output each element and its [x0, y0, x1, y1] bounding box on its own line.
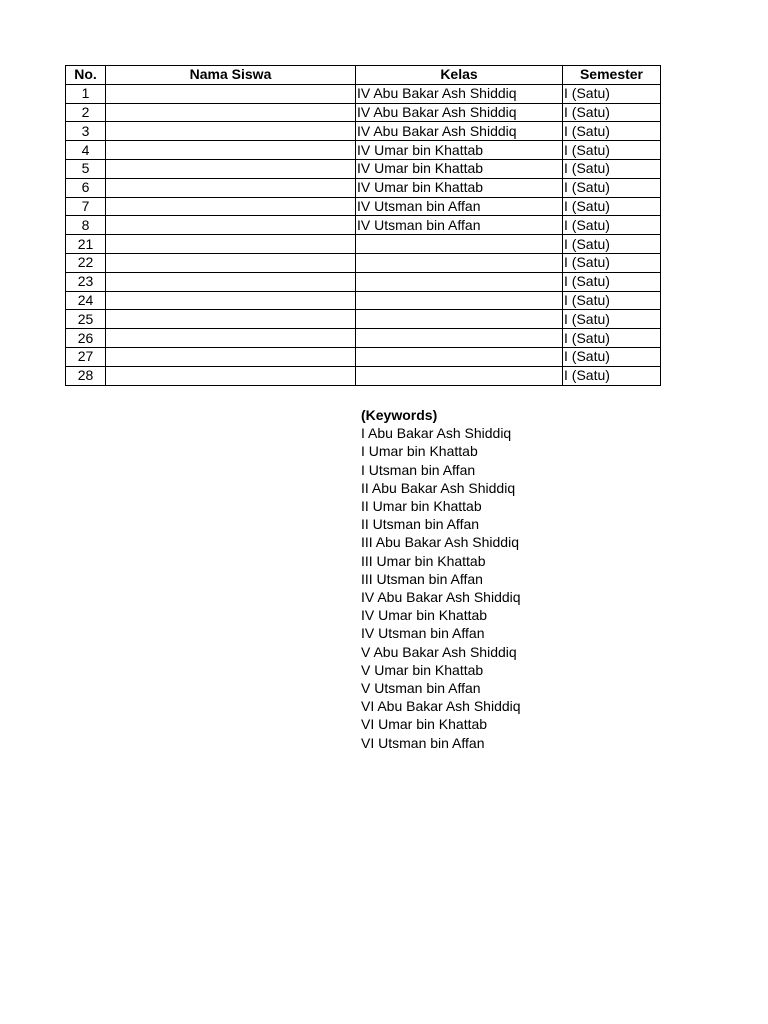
table-row	[66, 84, 661, 103]
keyword-item: IV Abu Bakar Ash Shiddiq	[361, 589, 521, 606]
table-cell-kelas[interactable]	[356, 272, 563, 291]
table-cell-semester[interactable]: I (Satu)	[563, 159, 661, 178]
table-cell-kelas[interactable]: IV Umar bin Khattab	[356, 141, 563, 160]
table-cell-no[interactable]: 4	[66, 141, 106, 160]
student-table	[65, 65, 661, 386]
keyword-item: III Umar bin Khattab	[361, 552, 486, 569]
table-cell-semester[interactable]: I (Satu)	[563, 310, 661, 329]
keyword-item: II Utsman bin Affan	[361, 516, 480, 533]
keyword-item: IV Umar bin Khattab	[361, 607, 488, 624]
table-cell-semester[interactable]: I (Satu)	[563, 84, 661, 103]
table-cell-nama[interactable]	[106, 272, 356, 291]
table-cell-kelas[interactable]	[356, 329, 563, 348]
table-cell-no[interactable]: 5	[66, 159, 106, 178]
table-cell-semester[interactable]: I (Satu)	[563, 235, 661, 254]
table-cell-kelas[interactable]: IV Abu Bakar Ash Shiddiq	[356, 103, 563, 122]
table-cell-nama[interactable]	[106, 103, 356, 122]
table-cell-nama[interactable]	[106, 310, 356, 329]
table-cell-semester[interactable]: I (Satu)	[563, 141, 661, 160]
table-cell-nama[interactable]	[106, 366, 356, 385]
keywords-items	[361, 424, 521, 752]
table-cell-semester[interactable]: I (Satu)	[563, 122, 661, 141]
table-row	[66, 159, 661, 178]
table-cell-nama[interactable]	[106, 291, 356, 310]
table-cell-kelas[interactable]: IV Abu Bakar Ash Shiddiq	[356, 122, 563, 141]
header-semester: Semester	[563, 66, 661, 85]
table-cell-no[interactable]: 1	[66, 84, 106, 103]
table-cell-nama[interactable]	[106, 122, 356, 141]
keywords-list	[361, 406, 521, 752]
table-cell-nama[interactable]	[106, 178, 356, 197]
keyword-item: II Umar bin Khattab	[361, 498, 482, 515]
table-row	[66, 291, 661, 310]
table-cell-semester[interactable]: I (Satu)	[563, 197, 661, 216]
keyword-item: VI Abu Bakar Ash Shiddiq	[361, 698, 521, 715]
table-row	[66, 310, 661, 329]
table-cell-semester[interactable]: I (Satu)	[563, 291, 661, 310]
table-cell-kelas[interactable]: IV Abu Bakar Ash Shiddiq	[356, 84, 563, 103]
table-row	[66, 122, 661, 141]
table-cell-kelas[interactable]	[356, 366, 563, 385]
table-cell-semester[interactable]: I (Satu)	[563, 253, 661, 272]
table-cell-kelas[interactable]	[356, 253, 563, 272]
table-cell-semester[interactable]: I (Satu)	[563, 347, 661, 366]
table-cell-no[interactable]: 25	[66, 310, 106, 329]
table-row	[66, 197, 661, 216]
table-cell-semester[interactable]: I (Satu)	[563, 178, 661, 197]
keyword-item: V Abu Bakar Ash Shiddiq	[361, 643, 517, 660]
keyword-item: I Abu Bakar Ash Shiddiq	[361, 425, 512, 442]
table-cell-semester[interactable]: I (Satu)	[563, 103, 661, 122]
table-cell-no[interactable]: 23	[66, 272, 106, 291]
table-row	[66, 366, 661, 385]
table-cell-semester[interactable]: I (Satu)	[563, 272, 661, 291]
table-cell-no[interactable]: 3	[66, 122, 106, 141]
table-cell-nama[interactable]	[106, 347, 356, 366]
keyword-item: V Utsman bin Affan	[361, 680, 481, 697]
keyword-item: IV Utsman bin Affan	[361, 625, 485, 642]
keyword-item: III Abu Bakar Ash Shiddiq	[361, 534, 519, 551]
table-cell-kelas[interactable]	[356, 310, 563, 329]
table-cell-semester[interactable]: I (Satu)	[563, 329, 661, 348]
keyword-item: VI Utsman bin Affan	[361, 734, 485, 751]
header-kelas: Kelas	[356, 66, 563, 85]
table-row	[66, 253, 661, 272]
table-cell-nama[interactable]	[106, 197, 356, 216]
keyword-item: II Abu Bakar Ash Shiddiq	[361, 479, 516, 496]
table-cell-kelas[interactable]	[356, 347, 563, 366]
table-cell-no[interactable]: 2	[66, 103, 106, 122]
header-no: No.	[66, 66, 106, 85]
table-row	[66, 272, 661, 291]
table-cell-nama[interactable]	[106, 329, 356, 348]
table-row	[66, 103, 661, 122]
table-cell-semester[interactable]: I (Satu)	[563, 216, 661, 235]
table-cell-no[interactable]: 22	[66, 253, 106, 272]
keyword-item: VI Umar bin Khattab	[361, 716, 488, 733]
table-cell-no[interactable]: 6	[66, 178, 106, 197]
table-cell-kelas[interactable]: IV Umar bin Khattab	[356, 178, 563, 197]
keyword-item: III Utsman bin Affan	[361, 570, 483, 587]
table-row	[66, 216, 661, 235]
table-cell-no[interactable]: 24	[66, 291, 106, 310]
table-row	[66, 329, 661, 348]
table-cell-no[interactable]: 8	[66, 216, 106, 235]
table-cell-no[interactable]: 21	[66, 235, 106, 254]
table-header-row	[66, 66, 661, 85]
table-cell-no[interactable]: 26	[66, 329, 106, 348]
table-row	[66, 141, 661, 160]
table-cell-nama[interactable]	[106, 235, 356, 254]
table-cell-kelas[interactable]	[356, 291, 563, 310]
table-cell-no[interactable]: 7	[66, 197, 106, 216]
table-cell-nama[interactable]	[106, 141, 356, 160]
table-cell-kelas[interactable]: IV Utsman bin Affan	[356, 216, 563, 235]
table-cell-nama[interactable]	[106, 159, 356, 178]
table-row	[66, 178, 661, 197]
table-cell-kelas[interactable]: IV Utsman bin Affan	[356, 197, 563, 216]
table-cell-no[interactable]: 27	[66, 347, 106, 366]
table-cell-nama[interactable]	[106, 216, 356, 235]
table-cell-kelas[interactable]: IV Umar bin Khattab	[356, 159, 563, 178]
keyword-item: I Utsman bin Affan	[361, 461, 476, 478]
header-nama-siswa: Nama Siswa	[106, 66, 356, 85]
table-cell-semester[interactable]: I (Satu)	[563, 366, 661, 385]
keyword-item: V Umar bin Khattab	[361, 661, 484, 678]
table-cell-no[interactable]: 28	[66, 366, 106, 385]
table-body	[66, 84, 661, 385]
table-cell-nama[interactable]	[106, 253, 356, 272]
table-cell-nama[interactable]	[106, 84, 356, 103]
keyword-item: I Umar bin Khattab	[361, 443, 478, 460]
table-cell-kelas[interactable]	[356, 235, 563, 254]
table-row	[66, 235, 661, 254]
keywords-title: (Keywords)	[361, 407, 438, 423]
table-row	[66, 347, 661, 366]
